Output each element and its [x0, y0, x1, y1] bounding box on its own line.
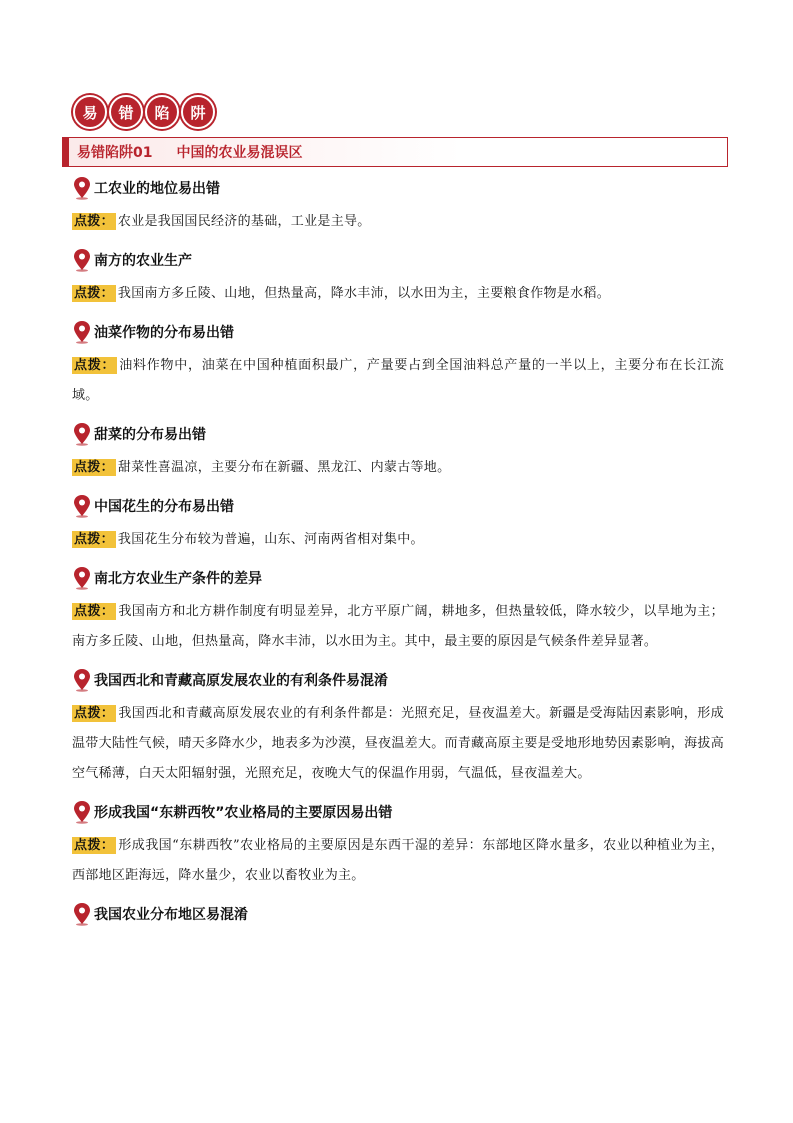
hint-label: 点拨： [74, 286, 114, 301]
list-item [72, 175, 724, 237]
badge-char: 陷 [145, 95, 179, 129]
item-heading [72, 667, 724, 693]
location-pin-icon [72, 176, 92, 200]
item-title: 形成我国“东耕西牧”农业格局的主要原因易出错 [94, 805, 393, 821]
list-item [72, 799, 724, 891]
list-item [72, 667, 724, 789]
section-code: 易错陷阱01 [77, 145, 153, 161]
item-title: 南北方农业生产条件的差异 [94, 571, 262, 587]
location-pin-icon [72, 566, 92, 590]
item-text: 我国西北和青藏高原发展农业的有利条件都是：光照充足，昼夜温差大。新疆是受海陆因素影响，形成温带大陆性气候，晴天多降水少，地表多为沙漠，昼夜温差大。而青藏高原主要是受地形地势因素影响，海拔高空气稀薄，白天太阳辐射强，光照充足，夜晚大气的保温作用弱，气温低，昼夜温差大。 [72, 706, 724, 781]
item-heading [72, 901, 724, 927]
item-title: 我国西北和青藏高原发展农业的有利条件易混淆 [94, 673, 388, 689]
item-text: 形成我国“东耕西牧”农业格局的主要原因是东西干湿的差异：东部地区降水量多，农业以种植业为主，西部地区距海远，降水量少，农业以畜牧业为主。 [72, 838, 724, 883]
banner-accent-bar [63, 138, 69, 166]
item-heading [72, 799, 724, 825]
item-text: 我国南方多丘陵、山地，但热量高，降水丰沛，以水田为主，主要粮食作物是水稻。 [117, 286, 611, 301]
hint-label: 点拨： [74, 532, 114, 547]
item-text: 油料作物中，油菜在中国种植面积最广，产量要占到全国油料总产量的一半以上，主要分布在长江流域。 [72, 358, 724, 403]
hint-label: 点拨： [74, 604, 115, 619]
item-text: 我国花生分布较为普遍，山东、河南两省相对集中。 [117, 532, 424, 547]
item-body [72, 279, 724, 309]
item-text: 甜菜性喜温凉，主要分布在新疆、黑龙江、内蒙古等地。 [117, 460, 451, 475]
item-body [72, 831, 724, 891]
item-heading [72, 247, 724, 273]
item-body [72, 699, 724, 789]
location-pin-icon [72, 800, 92, 824]
section-badge [73, 95, 217, 129]
item-title: 中国花生的分布易出错 [94, 499, 234, 515]
item-title: 我国农业分布地区易混淆 [94, 907, 248, 923]
list-item [72, 493, 724, 555]
list-item [72, 247, 724, 309]
list-item [72, 319, 724, 411]
section-title: 中国的农业易混误区 [176, 145, 303, 161]
item-body [72, 351, 724, 411]
item-title: 甜菜的分布易出错 [94, 427, 206, 443]
location-pin-icon [72, 902, 92, 926]
item-heading [72, 175, 724, 201]
location-pin-icon [72, 668, 92, 692]
item-body [72, 525, 724, 555]
list-item [72, 421, 724, 483]
badge-char: 易 [73, 95, 107, 129]
item-title: 工农业的地位易出错 [94, 181, 220, 197]
badge-char: 阱 [181, 95, 215, 129]
item-heading [72, 319, 724, 345]
hint-label: 点拨： [74, 214, 114, 229]
location-pin-icon [72, 248, 92, 272]
item-body [72, 207, 724, 237]
location-pin-icon [72, 494, 92, 518]
section-banner [62, 137, 728, 167]
item-text: 农业是我国国民经济的基础，工业是主导。 [117, 214, 371, 229]
location-pin-icon [72, 320, 92, 344]
hint-label: 点拨： [74, 460, 114, 475]
item-body [72, 597, 724, 657]
location-pin-icon [72, 422, 92, 446]
hint-label: 点拨： [74, 358, 116, 373]
item-heading [72, 493, 724, 519]
item-heading [72, 421, 724, 447]
content-body [72, 175, 724, 937]
hint-label: 点拨： [74, 838, 115, 853]
item-heading [72, 565, 724, 591]
badge-char: 错 [109, 95, 143, 129]
item-title: 南方的农业生产 [94, 253, 192, 269]
hint-label: 点拨： [74, 706, 115, 721]
list-item [72, 565, 724, 657]
item-title: 油菜作物的分布易出错 [94, 325, 234, 341]
item-text: 我国南方和北方耕作制度有明显差异，北方平原广阔，耕地多，但热量较低，降水较少，以旱地为主；南方多丘陵、山地，但热量高，降水丰沛，以水田为主。其中，最主要的原因是气候条件差异显著。 [72, 604, 724, 649]
item-body [72, 453, 724, 483]
list-item [72, 901, 724, 927]
